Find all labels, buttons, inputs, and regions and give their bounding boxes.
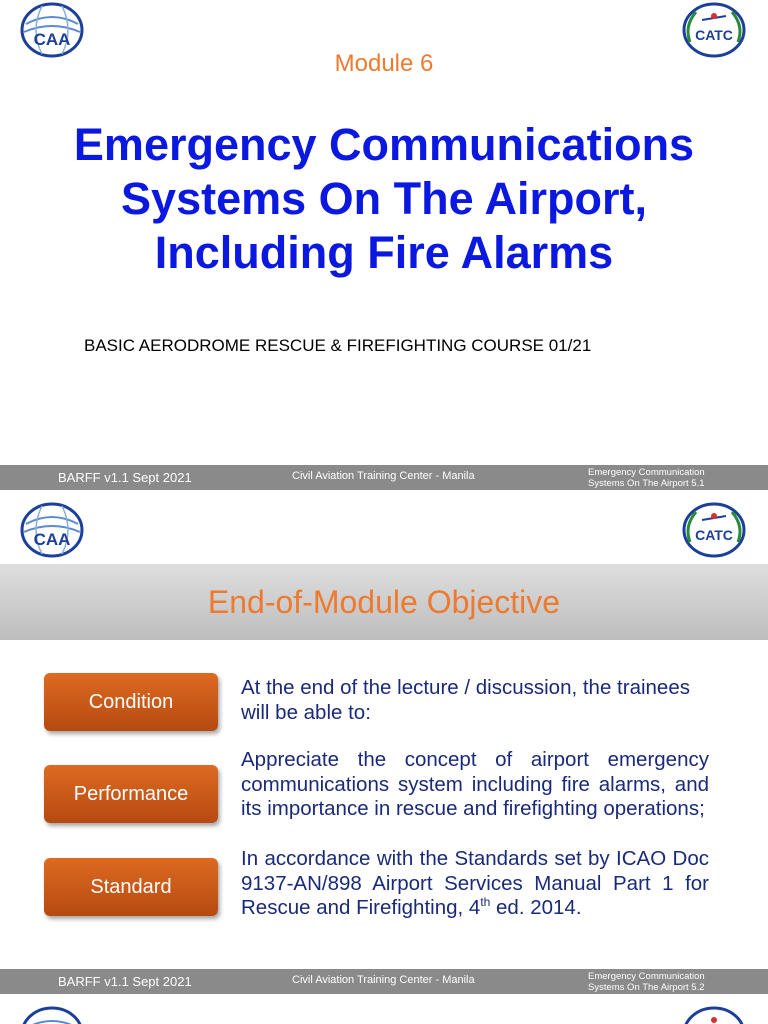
- standard-text-end: ed. 2014.: [490, 896, 582, 919]
- condition-text: At the end of the lecture / discussion, the trainees will be able to:: [241, 676, 690, 724]
- footer-right: [588, 971, 758, 993]
- module-label: Module 6: [334, 50, 434, 77]
- slide-title: Emergency Communications Systems On The Airport, Including Fire Alarms: [73, 119, 695, 278]
- standard-tag: Standard: [44, 858, 218, 916]
- footer-version: BARFF v1.1 Sept 2021: [58, 974, 192, 989]
- slide-1: [0, 0, 768, 490]
- slide-2: [0, 492, 768, 994]
- performance-tag: Performance: [44, 765, 218, 823]
- svg-text:CAA: CAA: [33, 30, 71, 49]
- footer-right: [588, 467, 758, 489]
- footer-center: Civil Aviation Training Center - Manila: [292, 974, 475, 986]
- condition-tag: Condition: [44, 673, 218, 731]
- footer-right-line2: Systems On The Airport 5.2: [588, 982, 705, 993]
- performance-text: Appreciate the concept of airport emergency communications system including fire alarms, and its importance in rescue and firefighting operations;: [241, 748, 709, 820]
- footer-version: BARFF v1.1 Sept 2021: [58, 470, 192, 485]
- slide-footer: [0, 969, 768, 994]
- svg-text:CATC: CATC: [695, 27, 733, 43]
- footer-center: Civil Aviation Training Center - Manila: [292, 470, 475, 482]
- course-subtitle: BASIC AERODROME RESCUE & FIREFIGHTING COURSE 01/21: [84, 336, 592, 355]
- standard-text-sup: th: [480, 895, 491, 910]
- footer-right-line1: Emergency Communication: [588, 467, 705, 478]
- slide-footer: [0, 465, 768, 490]
- slide-3-partial: [0, 996, 768, 1024]
- catc-logo-icon: [682, 1006, 746, 1024]
- standard-text-main: In accordance with the Standards set by ICAO Doc 9137-AN/898 Airport Services Manual Part 1 for Rescue and Firefighting, 4: [241, 847, 709, 919]
- caa-logo-icon: [20, 1006, 84, 1024]
- svg-text:CATC: CATC: [695, 527, 733, 543]
- footer-right-line1: Emergency Communication: [588, 971, 705, 982]
- catc-logo-icon: [682, 502, 746, 558]
- caa-logo-icon: [20, 502, 84, 558]
- footer-right-line2: Systems On The Airport 5.1: [588, 478, 705, 489]
- standard-text: [241, 847, 709, 921]
- svg-text:CAA: CAA: [33, 530, 71, 549]
- objective-heading: End-of-Module Objective: [207, 584, 561, 620]
